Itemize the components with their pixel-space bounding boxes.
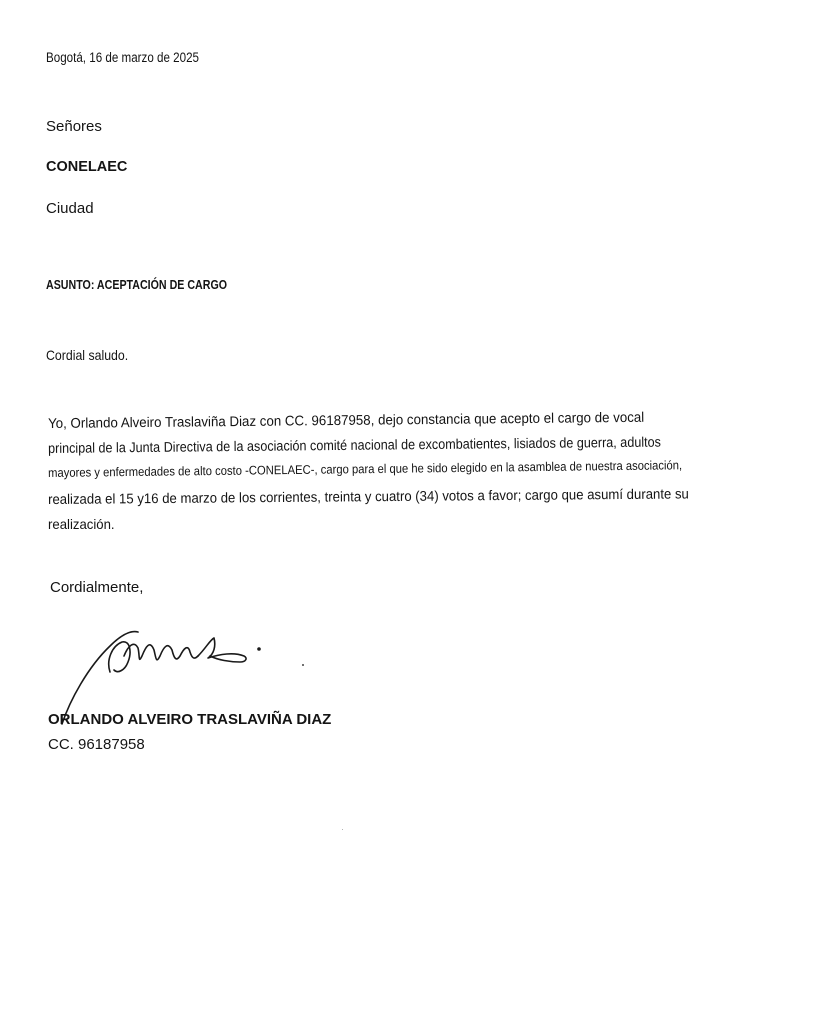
recipient-organization: CONELAEC — [46, 159, 128, 175]
letter-closing: Cordialmente, — [50, 579, 144, 596]
ink-speck — [302, 664, 304, 666]
letter-subject: ASUNTO: ACEPTACIÓN DE CARGO — [46, 277, 228, 292]
handwritten-signature — [58, 612, 338, 727]
signatory-id: CC. 96187958 — [48, 736, 145, 753]
signatory-name: ORLANDO ALVEIRO TRASLAVIÑA DIAZ — [48, 711, 332, 728]
body-line: realizada el 15 y16 de marzo de los corrientes, treinta y cuatro (34) votos a favor; cargo que asumí durante su — [47, 485, 689, 507]
recipient-city: Ciudad — [46, 200, 94, 217]
letter-date: Bogotá, 16 de marzo de 2025 — [46, 50, 199, 65]
body-line: principal de la Junta Directiva de la asociación comité nacional de excombatientes, lisiados de guerra, adultos — [47, 433, 661, 456]
scan-speck — [342, 829, 343, 830]
body-line: mayores y enfermedades de alto costo -CONELAEC-, cargo para el que he sido elegido en la asamblea de nuestra asociación, — [47, 458, 683, 480]
letter-greeting: Cordial saludo. — [46, 347, 129, 363]
body-line: realización. — [48, 516, 115, 532]
recipient-salutation: Señores — [46, 118, 102, 135]
body-line: Yo, Orlando Alveiro Traslaviña Diaz con CC. 96187958, dejo constancia que acepto el cargo de vocal — [47, 408, 645, 431]
